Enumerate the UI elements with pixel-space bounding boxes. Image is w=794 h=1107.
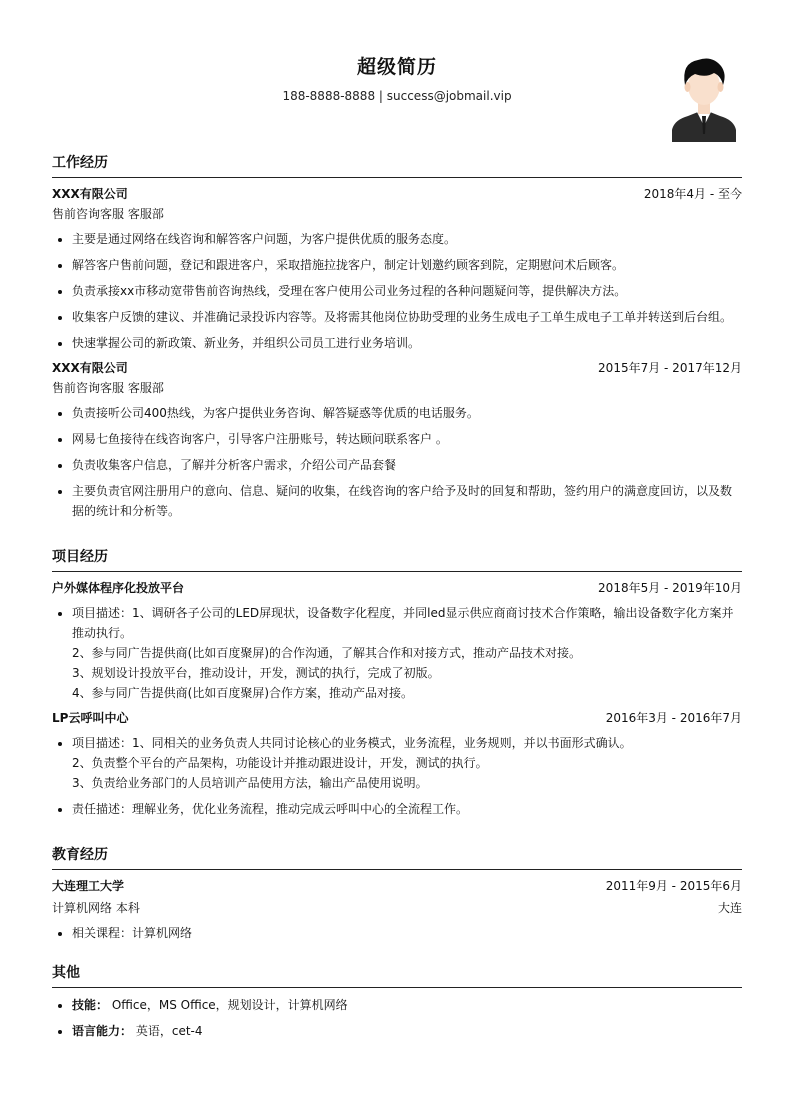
resume-name: 超级简历 [356, 56, 437, 78]
list-item: • 收集客户反馈的建议、并准确记录投诉内容等。及将需其他岗位协助受理的业务生成电子工单生成电子工单并转送到后台组。 [72, 307, 742, 327]
date-range: 2018年5月 - 2019年10月 [598, 581, 742, 595]
project-line: 3、负责给业务部门的人员培训产品使用方法，输出产品使用说明。 [72, 776, 428, 790]
project-line: 2、负责整个平台的产品架构，功能设计并推动跟进设计，开发，测试的执行。 [72, 756, 488, 770]
project-details [52, 733, 742, 819]
project-line: 3、规划设计投放平台，推动设计，开发，测试的执行，完成了初版。 [72, 666, 440, 680]
project-name: LP云呼叫中心 [52, 711, 129, 725]
project-line: • 项目描述：1、同相关的业务负责人共同讨论核心的业务模式，业务流程，业务规则，并以书面形式确认。 [72, 736, 632, 750]
duty-list [52, 229, 742, 353]
project-entry-2 [52, 709, 742, 819]
other-section [52, 964, 742, 1047]
education-details [52, 923, 742, 943]
section-title-work: 工作经历 [52, 154, 742, 178]
skills-value: Office，MS Office，规划设计，计算机网络 [111, 998, 348, 1012]
project-details [52, 603, 742, 703]
other-list [52, 995, 742, 1041]
list-item: • 网易七鱼接待在线咨询客户，引导客户注册账号，转达顾问联系客户 。 [72, 429, 742, 449]
date-range: 2011年9月 - 2015年6月 [605, 879, 742, 893]
work-entry-2 [52, 359, 742, 521]
major-degree: 计算机网络 本科 [52, 901, 140, 915]
list-item: • 解答客户售前问题，登记和跟进客户，采取措施拉拢客户，制定计划邀约顾客到院，定期慰问术后顾客。 [72, 255, 742, 275]
duty-list [52, 403, 742, 521]
list-item: • 负责收集客户信息，了解并分析客户需求，介绍公司产品套餐 [72, 455, 742, 475]
company-name: XXX有限公司 [52, 361, 128, 375]
date-range: 2016年3月 - 2016年7月 [605, 711, 742, 725]
language-value: 英语，cet-4 [135, 1024, 203, 1038]
job-role: 售前咨询客服 客服部 [52, 207, 164, 221]
section-title-other: 其他 [52, 964, 742, 988]
date-range: 2018年4月 - 至今 [643, 187, 742, 201]
list-item [72, 603, 742, 703]
list-item: • 快速掌握公司的新政策、新业务，并组织公司员工进行业务培训。 [72, 333, 742, 353]
project-name: 户外媒体程序化投放平台 [52, 581, 185, 595]
job-role: 售前咨询客服 客服部 [52, 381, 164, 395]
project-line: 2、参与同广告提供商(比如百度聚屏)的合作沟通，了解其合作和对接方式，推动产品技术对接。 [72, 646, 582, 660]
work-section [52, 154, 742, 527]
list-item: • 负责接听公司400热线，为客户提供业务咨询、解答疑惑等优质的电话服务。 [72, 403, 742, 423]
date-range: 2015年7月 - 2017年12月 [598, 361, 742, 375]
list-item [72, 1021, 742, 1041]
list-item [72, 733, 742, 793]
list-item: • 相关课程：计算机网络 [72, 923, 742, 943]
project-line: • 项目描述：1、调研各子公司的LED屏现状，设备数字化程度，并同led显示供应商商讨技术合作策略，输出设备数字化方案并推动执行。 [72, 606, 734, 640]
skills-label: 技能： [72, 998, 109, 1012]
school-name: 大连理工大学 [52, 879, 125, 893]
section-title-education: 教育经历 [52, 846, 742, 870]
project-section [52, 548, 742, 825]
project-entry-1 [52, 579, 742, 703]
contact-info: 188-8888-8888 | success@jobmail.vip [282, 89, 512, 103]
avatar [668, 54, 740, 142]
company-name: XXX有限公司 [52, 187, 128, 201]
list-item: • 责任描述：理解业务，优化业务流程，推动完成云呼叫中心的全流程工作。 [72, 799, 742, 819]
list-item [72, 995, 742, 1015]
work-entry-1 [52, 185, 742, 353]
section-title-projects: 项目经历 [52, 548, 742, 572]
school-city: 大连 [717, 901, 742, 915]
education-section [52, 846, 742, 949]
list-item: • 主要是通过网络在线咨询和解答客户问题，为客户提供优质的服务态度。 [72, 229, 742, 249]
list-item: • 主要负责官网注册用户的意向、信息、疑问的收集，在线咨询的客户给予及时的回复和帮助，签约用户的满意度回访，以及数据的统计和分析等。 [72, 481, 742, 521]
project-line: 4、参与同广告提供商(比如百度聚屏)合作方案，推动产品对接。 [72, 686, 414, 700]
list-item: • 负责承接xx市移动宽带售前咨询热线，受理在客户使用公司业务过程的各种问题疑问等，提供解决方法。 [72, 281, 742, 301]
language-label: 语言能力： [72, 1024, 133, 1038]
